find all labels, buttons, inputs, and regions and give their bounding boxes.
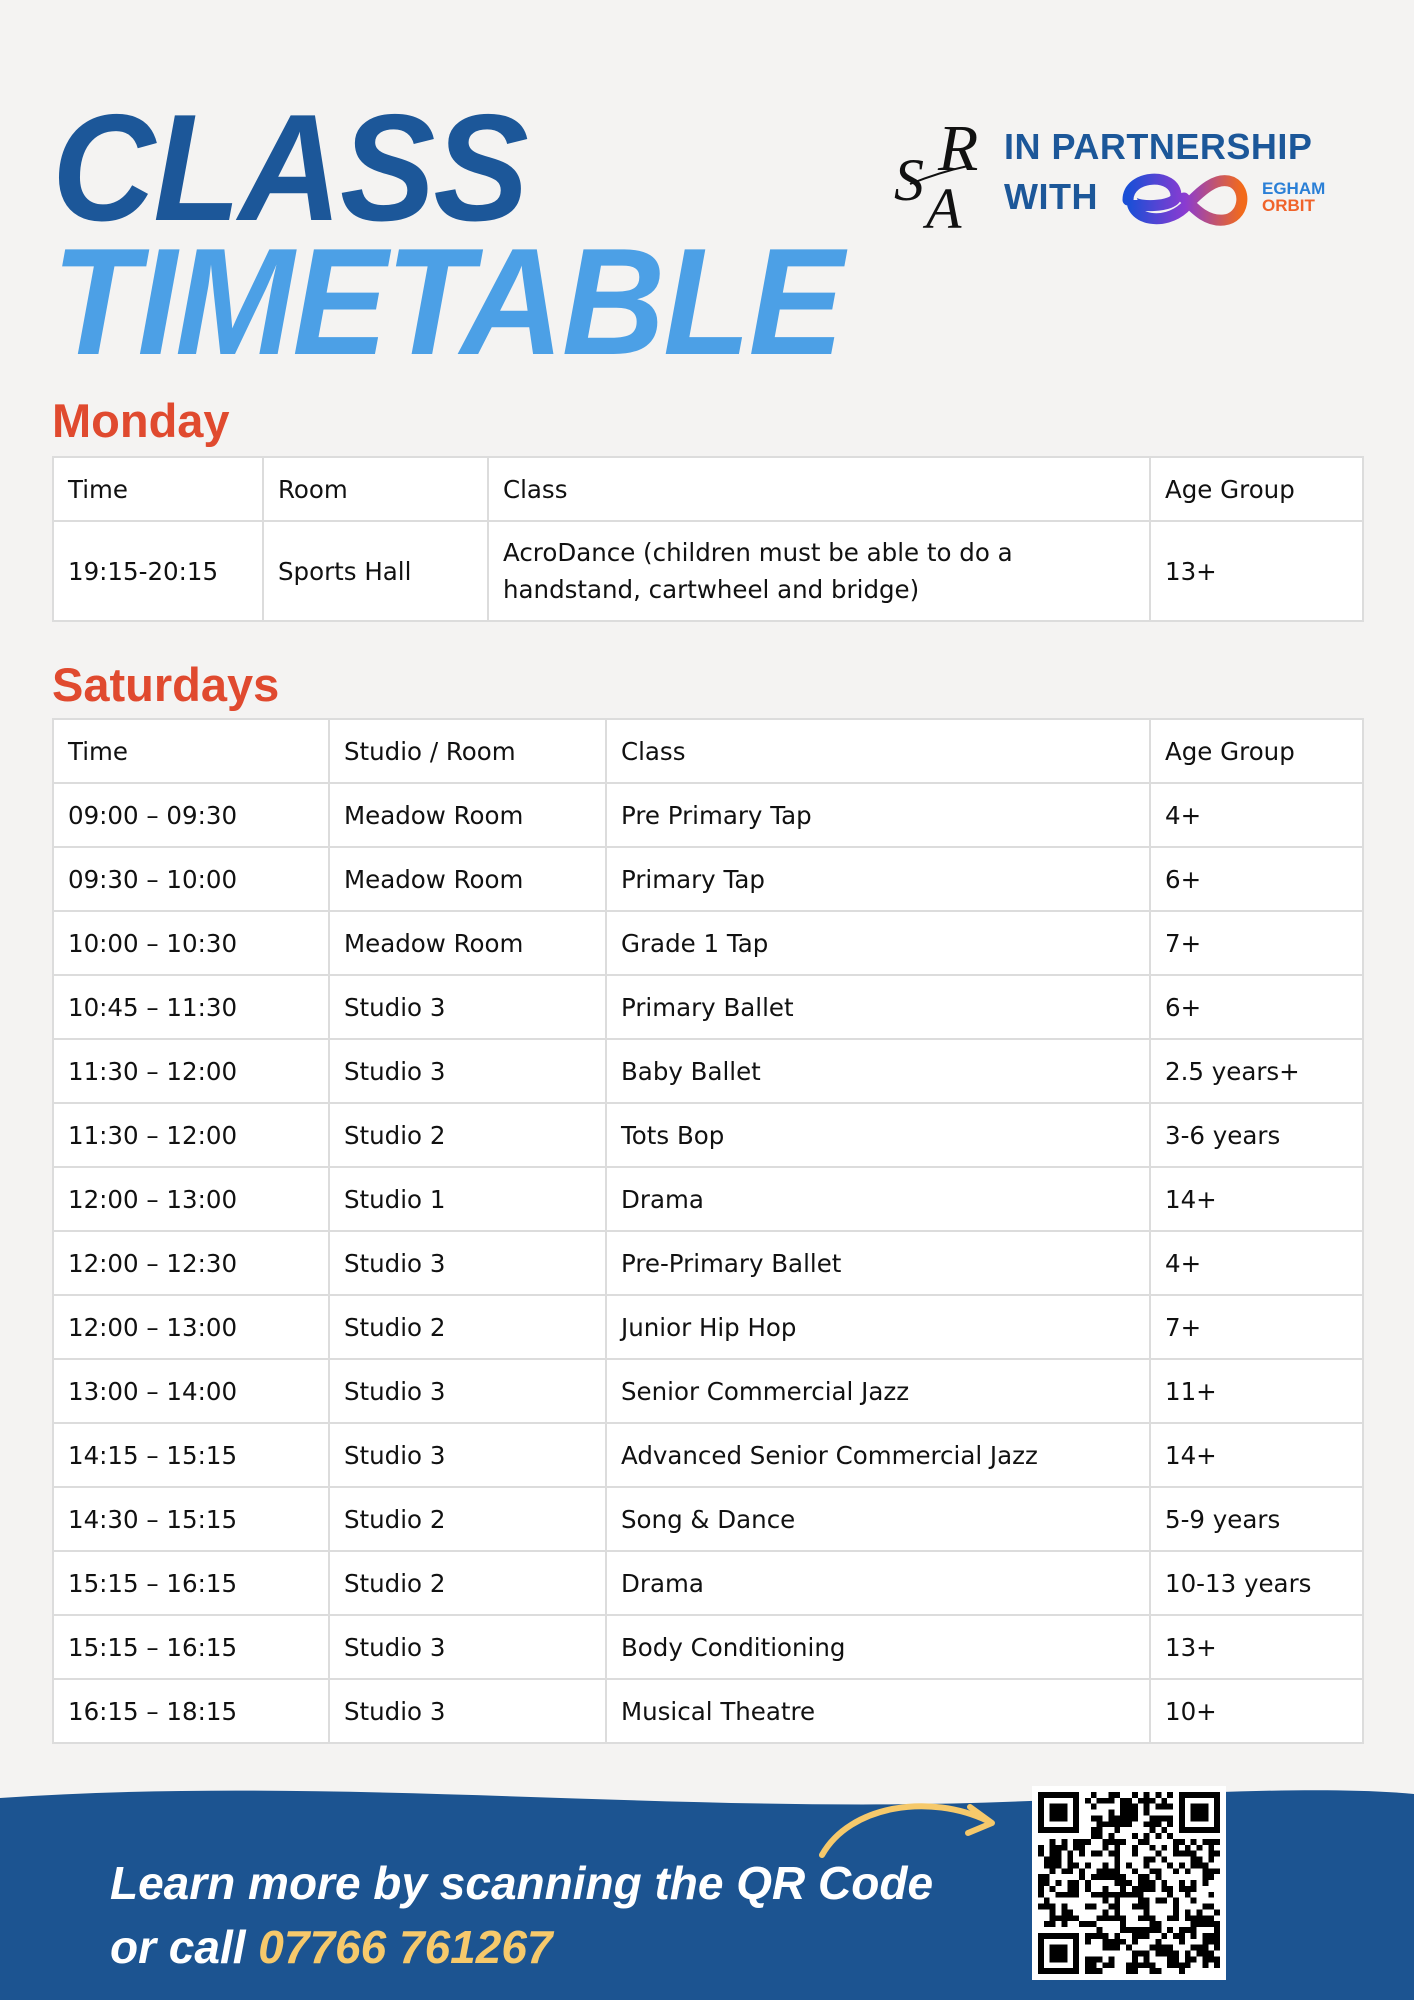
room-cell: Studio 3 (329, 1359, 606, 1423)
time-cell: 12:00 – 12:30 (53, 1231, 329, 1295)
class-cell: Primary Tap (606, 847, 1150, 911)
class-cell: Senior Commercial Jazz (606, 1359, 1150, 1423)
class-cell: Drama (606, 1551, 1150, 1615)
room-cell: Studio 2 (329, 1551, 606, 1615)
table-row (53, 1679, 1363, 1743)
orbit-line-2: ORBIT (1262, 196, 1315, 215)
qr-code-icon[interactable] (1032, 1786, 1226, 1980)
time-cell: 16:15 – 18:15 (53, 1679, 329, 1743)
class-cell: Baby Ballet (606, 1039, 1150, 1103)
table-row (53, 1359, 1363, 1423)
time-cell: 09:30 – 10:00 (53, 847, 329, 911)
age-cell: 2.5 years+ (1150, 1039, 1363, 1103)
table-row (53, 1039, 1363, 1103)
table-row (53, 975, 1363, 1039)
orbit-line-1: EGHAM (1262, 179, 1326, 198)
partnership-line-2: WITH (1004, 176, 1098, 217)
table-row (53, 1551, 1363, 1615)
table-header-row (53, 719, 1363, 783)
header-cell: Time (53, 719, 329, 783)
class-cell: Pre-Primary Ballet (606, 1231, 1150, 1295)
time-cell: 12:00 – 13:00 (53, 1295, 329, 1359)
age-cell: 14+ (1150, 1423, 1363, 1487)
table-row (53, 1423, 1363, 1487)
table-row (53, 783, 1363, 847)
table-row (53, 1295, 1363, 1359)
age-cell: 7+ (1150, 1295, 1363, 1359)
age-cell: 13+ (1150, 521, 1363, 621)
curved-arrow-icon (810, 1795, 1010, 1895)
room-cell: Studio 2 (329, 1487, 606, 1551)
age-cell: 7+ (1150, 911, 1363, 975)
phone-number[interactable]: 07766 761267 (258, 1921, 553, 1973)
header-cell: Time (53, 457, 263, 521)
table-row (53, 1615, 1363, 1679)
partnership-block (890, 110, 1350, 240)
class-cell: Primary Ballet (606, 975, 1150, 1039)
table-row (53, 1103, 1363, 1167)
time-cell: 15:15 – 16:15 (53, 1551, 329, 1615)
room-cell: Studio 3 (329, 1039, 606, 1103)
egham-orbit-wordmark (1262, 180, 1325, 214)
class-cell: Body Conditioning (606, 1615, 1150, 1679)
time-cell: 14:15 – 15:15 (53, 1423, 329, 1487)
egham-orbit-logo-icon (1120, 168, 1250, 228)
time-cell: 15:15 – 16:15 (53, 1615, 329, 1679)
room-cell: Studio 1 (329, 1167, 606, 1231)
room-cell: Studio 2 (329, 1103, 606, 1167)
table-header-row (53, 457, 1363, 521)
monday-table (52, 456, 1364, 622)
time-cell: 12:00 – 13:00 (53, 1167, 329, 1231)
room-cell: Studio 3 (329, 1423, 606, 1487)
age-cell: 14+ (1150, 1167, 1363, 1231)
room-cell: Studio 2 (329, 1295, 606, 1359)
class-cell: AcroDance (children must be able to do a handstand, cartwheel and bridge) (488, 521, 1150, 621)
title-line-1: CLASS (52, 83, 527, 253)
header-cell: Class (606, 719, 1150, 783)
time-cell: 10:00 – 10:30 (53, 911, 329, 975)
time-cell: 11:30 – 12:00 (53, 1039, 329, 1103)
header-cell: Age Group (1150, 719, 1363, 783)
age-cell: 10+ (1150, 1679, 1363, 1743)
room-cell: Meadow Room (329, 847, 606, 911)
table-row (53, 1167, 1363, 1231)
class-cell: Tots Bop (606, 1103, 1150, 1167)
footer-cta-line-2 (110, 1921, 553, 1973)
class-cell: Pre Primary Tap (606, 783, 1150, 847)
room-cell: Sports Hall (263, 521, 488, 621)
svg-text:A: A (926, 176, 962, 232)
class-cell: Song & Dance (606, 1487, 1150, 1551)
sra-logo-icon (890, 120, 1000, 232)
time-cell: 09:00 – 09:30 (53, 783, 329, 847)
header-cell: Class (488, 457, 1150, 521)
svg-text:R: R (938, 120, 979, 185)
table-row (53, 1231, 1363, 1295)
header-cell: Studio / Room (329, 719, 606, 783)
room-cell: Studio 3 (329, 975, 606, 1039)
age-cell: 11+ (1150, 1359, 1363, 1423)
age-cell: 6+ (1150, 847, 1363, 911)
time-cell: 14:30 – 15:15 (53, 1487, 329, 1551)
room-cell: Studio 3 (329, 1231, 606, 1295)
table-row (53, 911, 1363, 975)
age-cell: 10-13 years (1150, 1551, 1363, 1615)
saturdays-heading: Saturdays (52, 658, 280, 711)
table-row (53, 847, 1363, 911)
class-cell: Advanced Senior Commercial Jazz (606, 1423, 1150, 1487)
age-cell: 5-9 years (1150, 1487, 1363, 1551)
room-cell: Meadow Room (329, 911, 606, 975)
class-cell: Junior Hip Hop (606, 1295, 1150, 1359)
partnership-line-1: IN PARTNERSHIP (1004, 126, 1313, 167)
room-cell: Studio 3 (329, 1679, 606, 1743)
age-cell: 6+ (1150, 975, 1363, 1039)
age-cell: 3-6 years (1150, 1103, 1363, 1167)
class-cell: Drama (606, 1167, 1150, 1231)
table-row (53, 1487, 1363, 1551)
room-cell: Studio 3 (329, 1615, 606, 1679)
age-cell: 13+ (1150, 1615, 1363, 1679)
time-cell: 10:45 – 11:30 (53, 975, 329, 1039)
time-cell: 19:15-20:15 (53, 521, 263, 621)
saturdays-table (52, 718, 1364, 1744)
room-cell: Meadow Room (329, 783, 606, 847)
footer-call-text: or call (110, 1921, 259, 1973)
title-line-2: TIMETABLE (52, 217, 842, 387)
footer-cta-line-1: Learn more by scanning the QR Code (110, 1857, 934, 1909)
age-cell: 4+ (1150, 783, 1363, 847)
header-cell: Room (263, 457, 488, 521)
age-cell: 4+ (1150, 1231, 1363, 1295)
time-cell: 13:00 – 14:00 (53, 1359, 329, 1423)
monday-heading: Monday (52, 394, 230, 447)
time-cell: 11:30 – 12:00 (53, 1103, 329, 1167)
svg-text:S: S (894, 147, 924, 213)
class-cell: Grade 1 Tap (606, 911, 1150, 975)
header-cell: Age Group (1150, 457, 1363, 521)
class-cell: Musical Theatre (606, 1679, 1150, 1743)
table-row (53, 521, 1363, 621)
